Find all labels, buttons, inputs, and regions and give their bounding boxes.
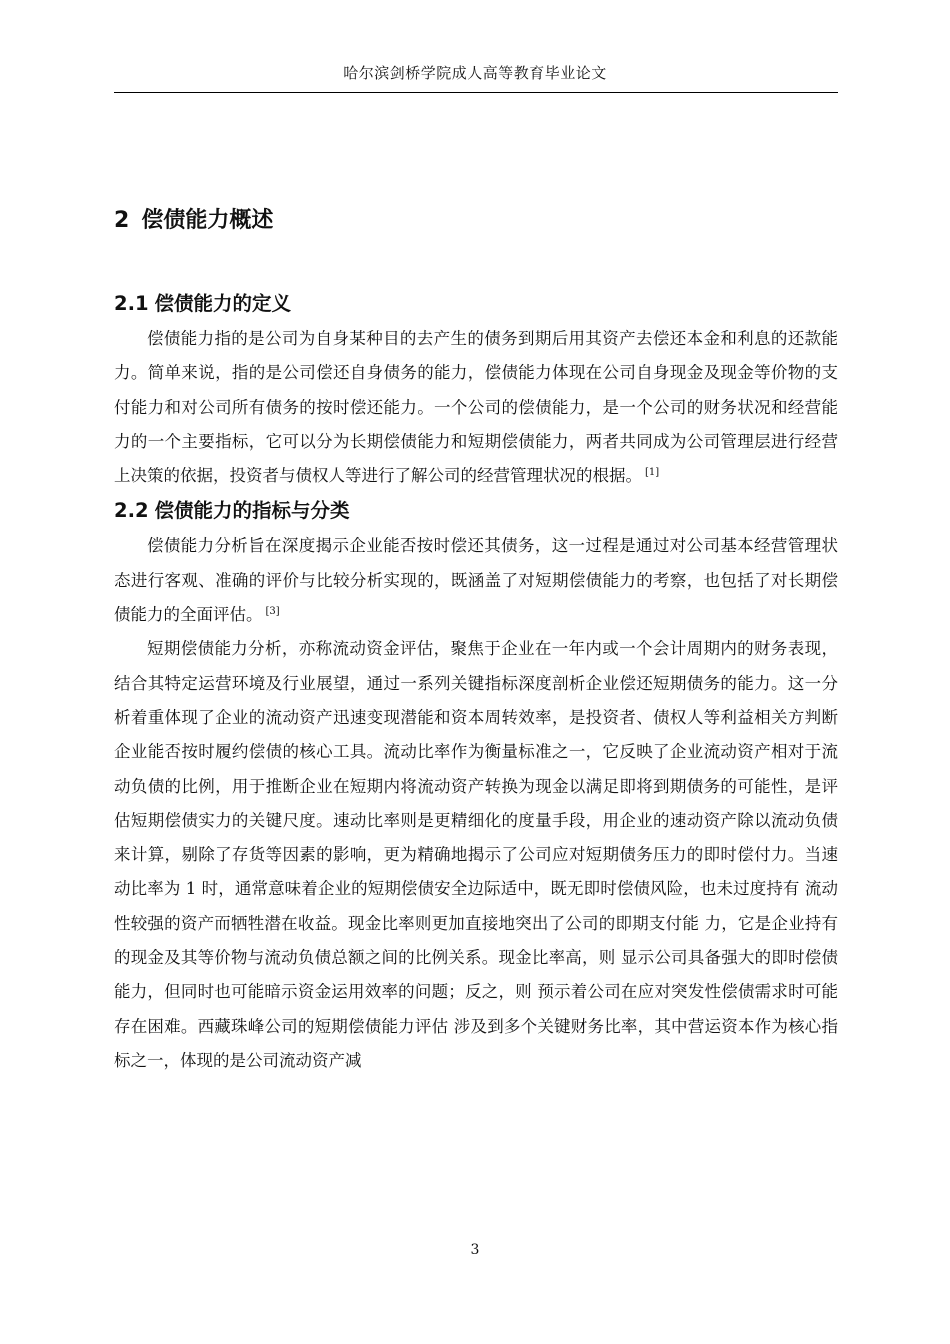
citation-ref: [1]: [645, 467, 660, 479]
paragraph-text: 偿债能力分析旨在深度揭示企业能否按时偿还其债务，这一过程是通过对公司基本经营管理状态进行客观、准确的评价与比较分析实现的，既涵盖了对短期偿债能力的考察，也包括了对长期偿债能力的全面评估。: [114, 536, 838, 625]
section-2-1-paragraph: [114, 322, 838, 493]
chapter-number: 2: [114, 208, 130, 233]
paragraph-text: 短期偿债能力分析，亦称流动资金评估，聚焦于企业在一年内或一个会计周期内的财务表现，结合其特定运营环境及行业展望，通过一系列关键指标深度剖析企业偿还短期债务的能力。这一分析着重体现了企业的流动资产迅速变现潜能和资本周转效率，是投资者、债权人等利益相关方判断企业能否按时履约偿债的核心工具。流动比率作为衡量标准之一，它反映了企业流动资产相对于流动负债的比例，用于推断企业在短期内将流动资产转换为现金以满足即将到期债务的可能性，是评估短期偿债实力的关键尺度。速动比率则是更精细化的度量手段，用企业的速动资产除以流动负债来计算，剔除了存货等因素的影响，更为精确地揭示了公司应对短期债务压力的即时偿付力。当速动比率为 1 时，通常意味着企业的短期偿债安全边际适中，既无即时偿债风险，也未过度持有 流动性较强的资产而牺牲潜在收益。现金比率则更加直接地突出了公司的即期支付能 力，它是企业持有的现金及其等价物与流动负债总额之间的比例关系。现金比率高，则 显示公司具备强大的即时偿债能力，但同时也可能暗示资金运用效率的问题；反之，则 预示着公司在应对突发性偿债需求时可能存在困难。西藏珠峰公司的短期偿债能力评估 涉及到多个关键财务比率，其中营运资本作为核心指标之一，体现的是公司流动资产减: [114, 639, 838, 1070]
section-number: 2.2: [114, 499, 149, 523]
section-number: 2.1: [114, 292, 149, 315]
section-2-2-paragraph-1: [114, 529, 838, 632]
page-number: 3: [470, 1242, 480, 1258]
section-title: 偿债能力的指标与分类: [154, 499, 350, 523]
page-body: [114, 198, 838, 1078]
paragraph-text: 偿债能力指的是公司为自身某种目的去产生的债务到期后用其资产去偿还本金和利息的还款能力。简单来说，指的是公司偿还自身债务的能力，偿债能力体现在公司自身现金及现金等价物的支付能力和对公司所有债务的按时偿还能力。一个公司的偿债能力，是一个公司的财务状况和经营能力的一个主要指标，它可以分为长期偿债能力和短期偿债能力，两者共同成为公司管理层进行经营上决策的依据，投资者与债权人等进行了解公司的经营管理状况的根据。: [114, 329, 838, 486]
citation-ref: [3]: [265, 606, 280, 618]
section-2-2-paragraph-2: [114, 632, 838, 1078]
page-header-title: 哈尔滨剑桥学院成人高等教育毕业论文: [343, 64, 607, 82]
heading-spacer: [114, 244, 838, 286]
chapter-heading: [114, 198, 838, 244]
section-title: 偿债能力的定义: [154, 292, 292, 315]
section-heading-2-2: [114, 493, 838, 529]
section-heading-2-1: [114, 286, 838, 322]
chapter-title: 偿债能力概述: [141, 208, 274, 233]
header-divider: [114, 92, 838, 93]
